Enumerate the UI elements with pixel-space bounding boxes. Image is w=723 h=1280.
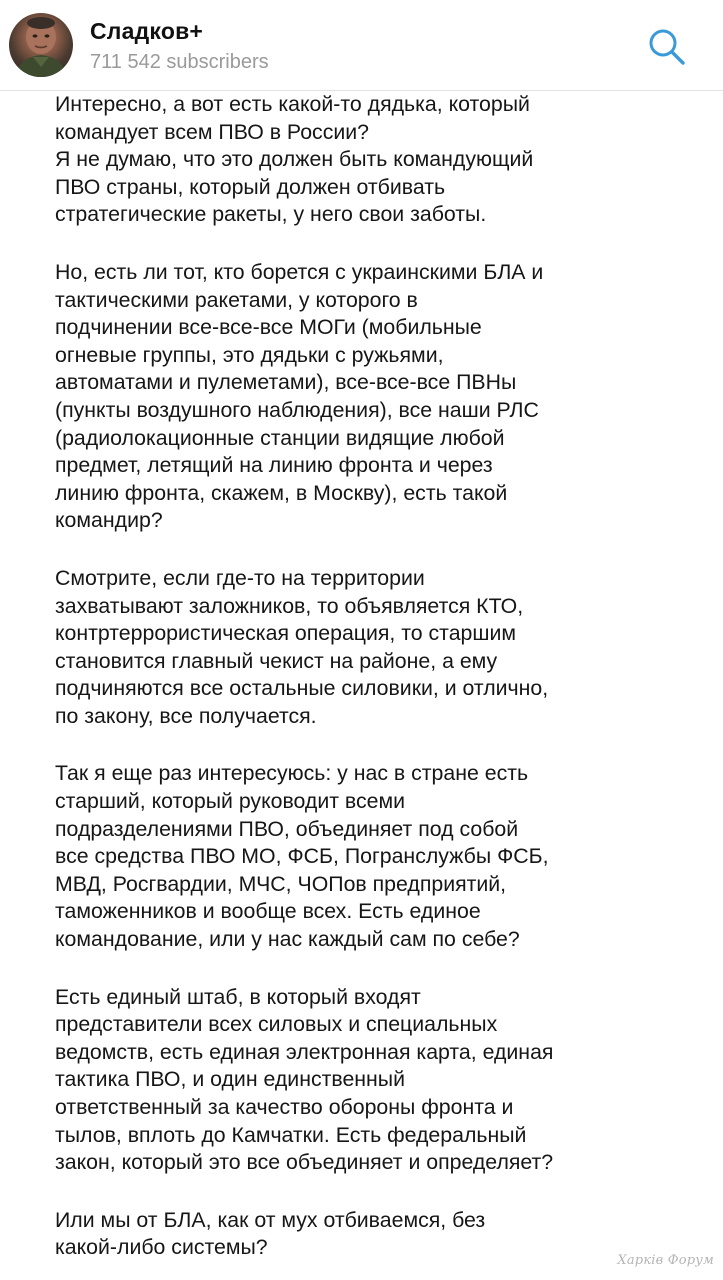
search-icon <box>644 24 688 68</box>
post-paragraph: Есть единый штаб, в который входят представители всех силовых и специальных ведомств, есть единая электронная карта, единая тактика ПВО, и один единственный ответственный за качество обороны фронта и тылов, вплоть до Камчатки. Есть федеральный закон, который это все объединяет и определяет? <box>55 984 554 1175</box>
subscriber-count: 711 542 subscribers <box>90 51 269 73</box>
search-button[interactable] <box>644 24 688 68</box>
post-paragraph: Интересно, а вот есть какой-то дядька, который командует всем ПВО в России? Я не думаю, что это должен быть командующий ПВО страны, который должен отбивать стратегические ракеты, у него свои заботы. <box>55 92 534 227</box>
post-paragraph: Смотрите, если где-то на территории захватывают заложников, то объявляется КТО, контртеррористическая операция, то старшим становится главный чекист на районе, а ему подчиняются все остальные силовики, и отлично, по закону, все получается. <box>55 565 549 728</box>
post-body <box>55 90 695 1280</box>
channel-avatar[interactable] <box>9 13 73 77</box>
post-paragraph: Но, есть ли тот, кто борется с украинскими БЛА и тактическими ракетами, у которого в подчинении все-все-все МОГи (мобильные огневые группы, это дядьки с ружьями, автоматами и пулеметами), все-все-все ПВНы (пункты воздушного наблюдения), все наши РЛС (радиолокационные станции видящие любой предмет, летящий на линию фронта и через линию фронта, скажем, в Москву), есть такой командир? <box>55 259 544 533</box>
channel-title[interactable]: Сладков+ <box>90 18 204 44</box>
avatar-photo-icon <box>9 13 73 77</box>
watermark: Харків Форум <box>617 1253 714 1268</box>
channel-header <box>0 0 723 91</box>
post-paragraph: Или мы от БЛА, как от мух отбиваемся, без какой-либо системы? <box>55 1207 486 1260</box>
post-paragraph: Так я еще раз интересуюсь: у нас в стране есть старший, который руководит всеми подразделениями ПВО, объединяет под собой все средства ПВО МО, ФСБ, Погранслужбы ФСБ, МВД, Росгвардии, МЧС, ЧОПов предприятий, таможенников и вообще всех. Есть единое командование, или у нас каждый сам по себе? <box>55 761 549 952</box>
